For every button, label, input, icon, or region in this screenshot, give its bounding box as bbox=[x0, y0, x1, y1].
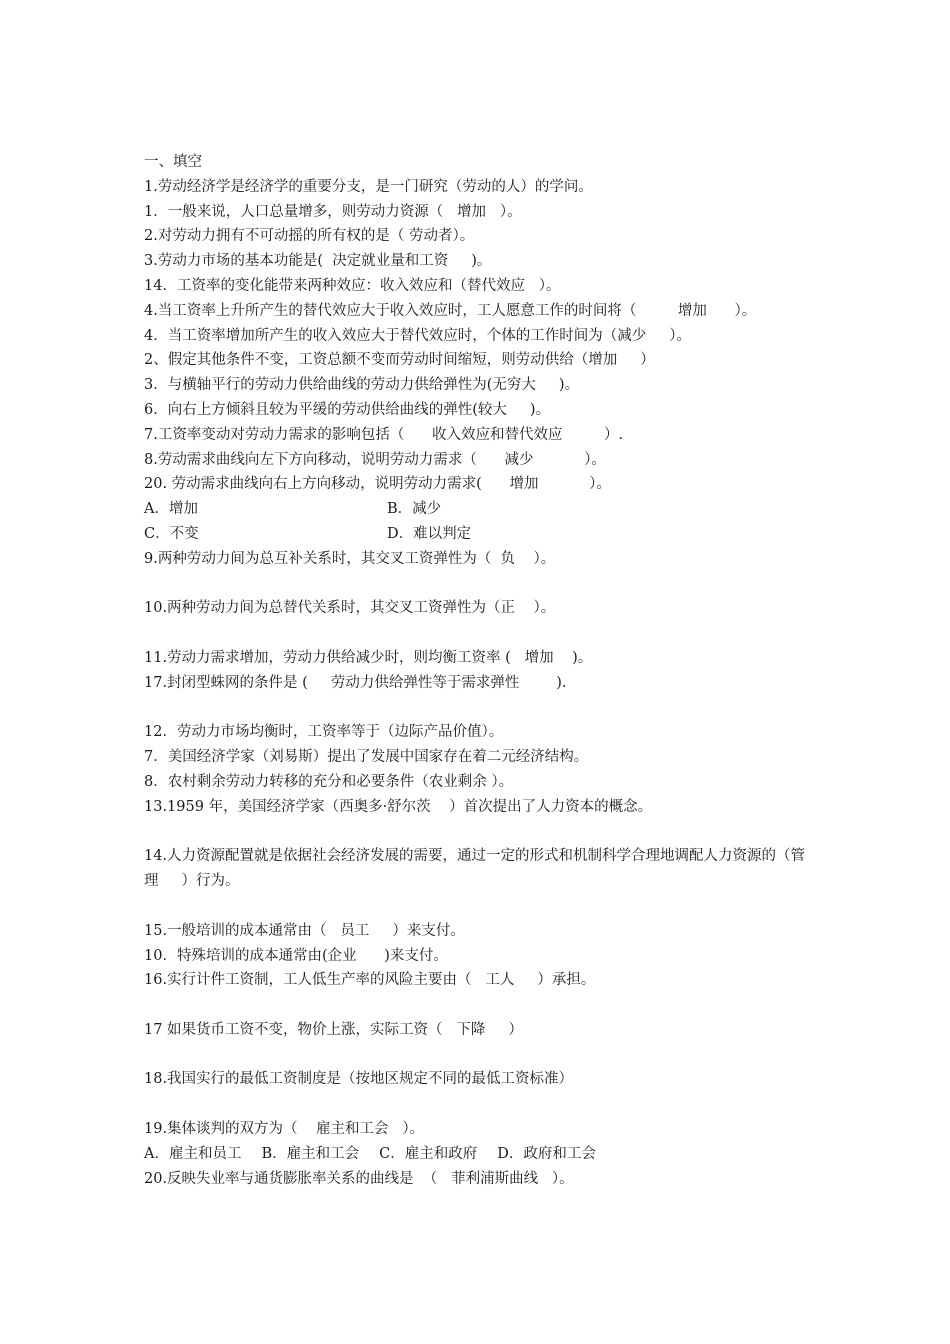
question-line: 8．农村剩余劳动力转移的充分和必要条件（农业剩余 ）。 bbox=[144, 773, 514, 790]
question-line: 1.劳动经济学是经济学的重要分支，是一门研究（劳动的人）的学问。 bbox=[144, 178, 593, 195]
question-line: 6．向右上方倾斜且较为平缓的劳动供给曲线的弹性(较大 )。 bbox=[144, 401, 551, 418]
question-line: 14.人力资源配置就是依据社会经济发展的需要，通过一定的形式和机制科学合理地调配人力资源的（管理 ）行为。 bbox=[144, 848, 806, 890]
answer-options bbox=[144, 497, 824, 522]
answer-options bbox=[144, 522, 824, 547]
answer-option: D．难以判定 bbox=[387, 525, 472, 542]
question-line: 7.工资率变动对劳动力需求的影响包括（ 收入效应和替代效应 ）. bbox=[144, 426, 624, 443]
question-line: 4．当工资率增加所产生的收入效应大于替代效应时，个体的工作时间为（减少 ）。 bbox=[144, 327, 692, 344]
question-line: 17.封闭型蛛网的条件是 ( 劳动力供给弹性等于需求弹性 ). bbox=[144, 674, 567, 691]
question-line: 2.对劳动力拥有不可动摇的所有权的是（ 劳动者）。 bbox=[144, 228, 475, 245]
question-line: 3．与横轴平行的劳动力供给曲线的劳动力供给弹性为(无穷大 )。 bbox=[144, 377, 580, 394]
answer-option: B．减少 bbox=[387, 501, 442, 518]
question-line: 18.我国实行的最低工资制度是（按地区规定不同的最低工资标准） bbox=[144, 1071, 574, 1088]
question-line: 8.劳动需求曲线向左下方向移动，说明劳动力需求（ 减少 ）。 bbox=[144, 451, 606, 468]
blank-line bbox=[144, 1092, 824, 1117]
question-line: 20.反映失业率与通货膨胀率关系的曲线是 （ 菲利浦斯曲线 ）。 bbox=[144, 1170, 574, 1187]
question-line: 3.劳动力市场的基本功能是( 决定就业量和工资 )。 bbox=[144, 253, 492, 270]
blank-line bbox=[144, 894, 824, 919]
question-line: 4.当工资率上升所产生的替代效应大于收入效应时，工人愿意工作的时间将（ 增加 ）。 bbox=[144, 302, 757, 319]
question-line: 17 如果货币工资不变，物价上涨，实际工资（ 下降 ） bbox=[144, 1021, 523, 1038]
document-page bbox=[144, 150, 824, 1191]
question-line: 12．劳动力市场均衡时，工资率等于（边际产品价值）。 bbox=[144, 724, 504, 741]
blank-line bbox=[144, 820, 824, 845]
answer-options bbox=[144, 1142, 824, 1167]
question-line: 14．工资率的变化能带来两种效应：收入效应和（替代效应 ）。 bbox=[144, 277, 561, 294]
answer-option: A．增加 bbox=[144, 501, 198, 518]
question-line: 20. 劳动需求曲线向右上方向移动，说明劳动力需求( 增加 ）。 bbox=[144, 476, 611, 493]
blank-line bbox=[144, 1043, 824, 1068]
question-line: 19.集体谈判的双方为（ 雇主和工会 ）。 bbox=[144, 1121, 425, 1138]
section-heading: 一、填空 bbox=[144, 154, 202, 170]
blank-line bbox=[144, 621, 824, 646]
question-line: 2、假定其他条件不变，工资总额不变而劳动时间缩短，则劳动供给（增加 ） bbox=[144, 352, 655, 369]
question-line: 16.实行计件工资制，工人低生产率的风险主要由（ 工人 ）承担。 bbox=[144, 972, 596, 989]
question-line: 7．美国经济学家（刘易斯）提出了发展中国家存在着二元经济结构。 bbox=[144, 749, 589, 766]
question-line: 11.劳动力需求增加，劳动力供给减少时，则均衡工资率 ( 增加 )。 bbox=[144, 649, 593, 666]
question-line: 9.两种劳动力间为总互补关系时，其交叉工资弹性为（ 负 ）。 bbox=[144, 550, 556, 567]
question-line: 1．一般来说，人口总量增多，则劳动力资源（ 增加 ）。 bbox=[144, 203, 522, 220]
blank-line bbox=[144, 696, 824, 721]
answer-option: C．不变 bbox=[144, 525, 199, 542]
question-line: 10．特殊培训的成本通常由(企业 )来支付。 bbox=[144, 947, 448, 964]
answer-option: C．雇主和政府 bbox=[379, 1145, 478, 1162]
question-line: 10.两种劳动力间为总替代关系时，其交叉工资弹性为（正 ）。 bbox=[144, 600, 556, 617]
answer-option: A．雇主和员工 bbox=[144, 1145, 242, 1162]
question-line: 15.一般培训的成本通常由（ 员工 ）来支付。 bbox=[144, 922, 465, 939]
answer-option: B．雇主和工会 bbox=[261, 1145, 360, 1162]
blank-line bbox=[144, 572, 824, 597]
answer-option: D．政府和工会 bbox=[497, 1145, 596, 1162]
blank-line bbox=[144, 993, 824, 1018]
question-line: 13.1959 年，美国经济学家（西奥多·舒尔茨 ）首次提出了人力资本的概念。 bbox=[144, 798, 653, 815]
